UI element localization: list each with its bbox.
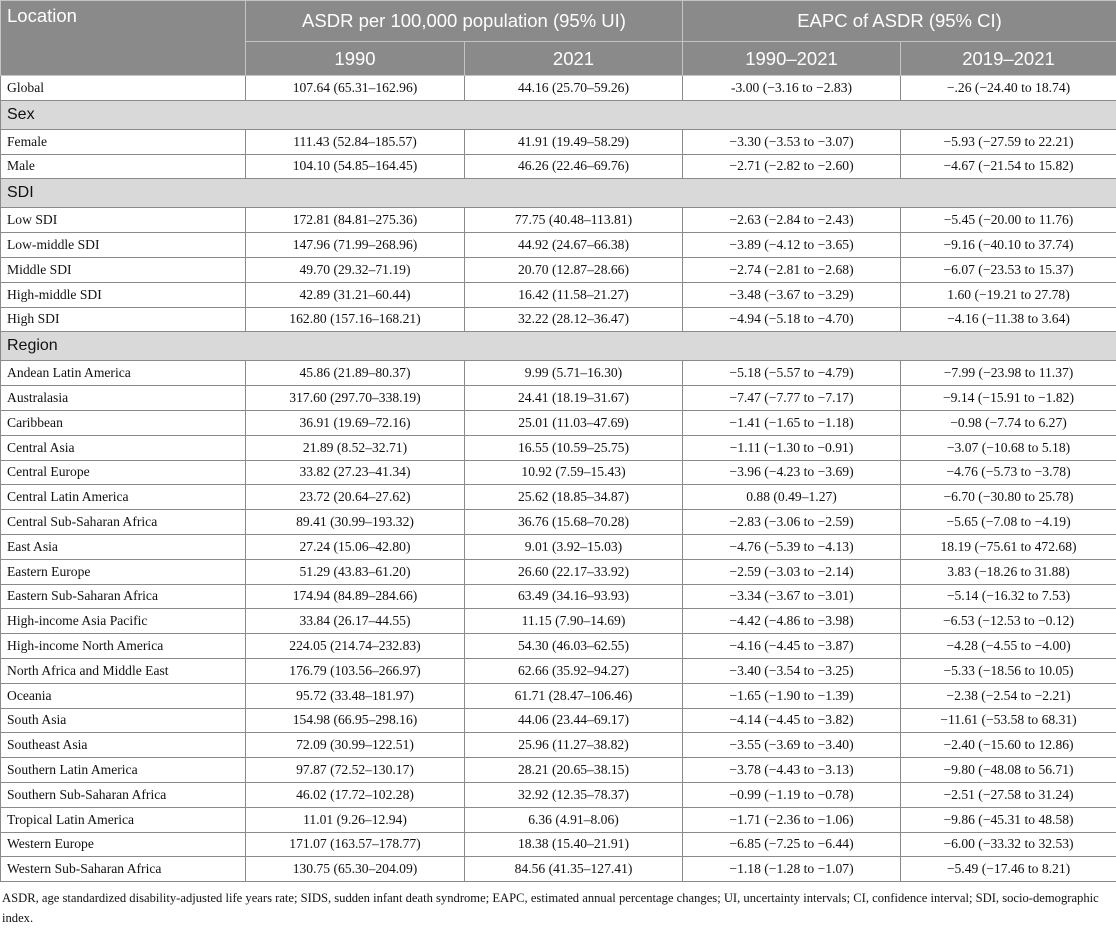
value-cell: 154.98 (66.95–298.16) [246, 708, 465, 733]
location-cell: Eastern Europe [1, 559, 246, 584]
value-cell: −6.85 (−7.25 to −6.44) [683, 832, 901, 857]
value-cell: −9.14 (−15.91 to −1.82) [901, 386, 1116, 411]
value-cell: −9.80 (−48.08 to 56.71) [901, 758, 1116, 783]
location-cell: Global [1, 76, 246, 101]
value-cell: −2.51 (−27.58 to 31.24) [901, 782, 1116, 807]
value-cell: −1.65 (−1.90 to −1.39) [683, 683, 901, 708]
value-cell: −5.14 (−16.32 to 7.53) [901, 584, 1116, 609]
location-cell: Female [1, 129, 246, 154]
value-cell: −3.48 (−3.67 to −3.29) [683, 282, 901, 307]
location-cell: North Africa and Middle East [1, 658, 246, 683]
section-title: SDI [1, 179, 1116, 208]
value-cell: 95.72 (33.48–181.97) [246, 683, 465, 708]
value-cell: −4.14 (−4.45 to −3.82) [683, 708, 901, 733]
table-row [1, 683, 1116, 708]
table-row [1, 584, 1116, 609]
value-cell: 28.21 (20.65–38.15) [465, 758, 683, 783]
value-cell: 27.24 (15.06–42.80) [246, 534, 465, 559]
location-cell: Western Europe [1, 832, 246, 857]
table-row [1, 282, 1116, 307]
table-row [1, 410, 1116, 435]
value-cell: 18.19 (−75.61 to 472.68) [901, 534, 1116, 559]
value-cell: −1.41 (−1.65 to −1.18) [683, 410, 901, 435]
value-cell: 104.10 (54.85–164.45) [246, 154, 465, 179]
value-cell: 44.06 (23.44–69.17) [465, 708, 683, 733]
value-cell: 25.01 (11.03–47.69) [465, 410, 683, 435]
value-cell: −1.71 (−2.36 to −1.06) [683, 807, 901, 832]
value-cell: −1.18 (−1.28 to −1.07) [683, 857, 901, 882]
table-row [1, 154, 1116, 179]
location-cell: High-middle SDI [1, 282, 246, 307]
location-cell: Male [1, 154, 246, 179]
value-cell: 24.41 (18.19–31.67) [465, 386, 683, 411]
header-location: Location [1, 1, 246, 76]
value-cell: 224.05 (214.74–232.83) [246, 634, 465, 659]
table-footnote: ASDR, age standardized disability-adjusted life years rate; SIDS, sudden infant death syndrome; EAPC, estimated annual percentage changes; UI, uncertainty intervals; CI, confidence interval; SDI, socio-demographic index. [2, 891, 1099, 926]
value-cell: −3.89 (−4.12 to −3.65) [683, 233, 901, 258]
value-cell: 317.60 (297.70–338.19) [246, 386, 465, 411]
value-cell: 111.43 (52.84–185.57) [246, 129, 465, 154]
value-cell: 9.01 (3.92–15.03) [465, 534, 683, 559]
value-cell: 171.07 (163.57–178.77) [246, 832, 465, 857]
table-row [1, 534, 1116, 559]
value-cell: −4.76 (−5.73 to −3.78) [901, 460, 1116, 485]
value-cell: 3.83 (−18.26 to 31.88) [901, 559, 1116, 584]
table-row [1, 758, 1116, 783]
value-cell: -3.00 (−3.16 to −2.83) [683, 76, 901, 101]
value-cell: 20.70 (12.87–28.66) [465, 257, 683, 282]
section-row [1, 100, 1116, 129]
value-cell: 33.82 (27.23–41.34) [246, 460, 465, 485]
value-cell: 162.80 (157.16–168.21) [246, 307, 465, 332]
value-cell: −4.94 (−5.18 to −4.70) [683, 307, 901, 332]
value-cell: 16.42 (11.58–21.27) [465, 282, 683, 307]
location-cell: High-income North America [1, 634, 246, 659]
value-cell: 46.02 (17.72–102.28) [246, 782, 465, 807]
value-cell: −5.93 (−27.59 to 22.21) [901, 129, 1116, 154]
table-row [1, 510, 1116, 535]
table-row [1, 857, 1116, 882]
value-cell: −3.34 (−3.67 to −3.01) [683, 584, 901, 609]
table-row [1, 485, 1116, 510]
value-cell: 44.92 (24.67–66.38) [465, 233, 683, 258]
value-cell: −5.65 (−7.08 to −4.19) [901, 510, 1116, 535]
value-cell: 32.92 (12.35–78.37) [465, 782, 683, 807]
table-row [1, 634, 1116, 659]
header-eapc: EAPC of ASDR (95% CI) [683, 1, 1116, 42]
location-cell: Low-middle SDI [1, 233, 246, 258]
value-cell: 11.15 (7.90–14.69) [465, 609, 683, 634]
value-cell: −2.83 (−3.06 to −2.59) [683, 510, 901, 535]
value-cell: −4.28 (−4.55 to −4.00) [901, 634, 1116, 659]
table-row [1, 257, 1116, 282]
table-body [1, 76, 1116, 882]
section-row [1, 332, 1116, 361]
value-cell: 54.30 (46.03–62.55) [465, 634, 683, 659]
value-cell: 16.55 (10.59–25.75) [465, 435, 683, 460]
value-cell: 10.92 (7.59–15.43) [465, 460, 683, 485]
value-cell: −3.55 (−3.69 to −3.40) [683, 733, 901, 758]
value-cell: −2.38 (−2.54 to −2.21) [901, 683, 1116, 708]
header-1990: 1990 [246, 42, 465, 76]
value-cell: 25.62 (18.85–34.87) [465, 485, 683, 510]
location-cell: Eastern Sub-Saharan Africa [1, 584, 246, 609]
value-cell: 44.16 (25.70–59.26) [465, 76, 683, 101]
value-cell: −5.33 (−18.56 to 10.05) [901, 658, 1116, 683]
table-row [1, 609, 1116, 634]
location-cell: Andean Latin America [1, 361, 246, 386]
table-row [1, 460, 1116, 485]
location-cell: High-income Asia Pacific [1, 609, 246, 634]
location-cell: Southern Latin America [1, 758, 246, 783]
value-cell: −9.86 (−45.31 to 48.58) [901, 807, 1116, 832]
value-cell: −5.18 (−5.57 to −4.79) [683, 361, 901, 386]
value-cell: −6.00 (−33.32 to 32.53) [901, 832, 1116, 857]
value-cell: −4.67 (−21.54 to 15.82) [901, 154, 1116, 179]
value-cell: 63.49 (34.16–93.93) [465, 584, 683, 609]
location-cell: Central Sub-Saharan Africa [1, 510, 246, 535]
location-cell: Central Latin America [1, 485, 246, 510]
table-row [1, 386, 1116, 411]
location-cell: Low SDI [1, 208, 246, 233]
value-cell: 41.91 (19.49–58.29) [465, 129, 683, 154]
location-cell: East Asia [1, 534, 246, 559]
value-cell: −3.96 (−4.23 to −3.69) [683, 460, 901, 485]
header-asdr: ASDR per 100,000 population (95% UI) [246, 1, 683, 42]
location-cell: Southeast Asia [1, 733, 246, 758]
value-cell: −3.30 (−3.53 to −3.07) [683, 129, 901, 154]
value-cell: −5.45 (−20.00 to 11.76) [901, 208, 1116, 233]
value-cell: −4.42 (−4.86 to −3.98) [683, 609, 901, 634]
location-cell: Caribbean [1, 410, 246, 435]
section-row [1, 179, 1116, 208]
location-cell: Tropical Latin America [1, 807, 246, 832]
value-cell: −6.53 (−12.53 to −0.12) [901, 609, 1116, 634]
location-cell: Southern Sub-Saharan Africa [1, 782, 246, 807]
table-row [1, 129, 1116, 154]
section-title: Region [1, 332, 1116, 361]
location-cell: South Asia [1, 708, 246, 733]
value-cell: 62.66 (35.92–94.27) [465, 658, 683, 683]
value-cell: −4.76 (−5.39 to −4.13) [683, 534, 901, 559]
value-cell: 174.94 (84.89–284.66) [246, 584, 465, 609]
value-cell: 51.29 (43.83–61.20) [246, 559, 465, 584]
value-cell: 77.75 (40.48–113.81) [465, 208, 683, 233]
value-cell: −3.40 (−3.54 to −3.25) [683, 658, 901, 683]
value-cell: −6.07 (−23.53 to 15.37) [901, 257, 1116, 282]
value-cell: −0.99 (−1.19 to −0.78) [683, 782, 901, 807]
location-cell: Oceania [1, 683, 246, 708]
location-cell: Australasia [1, 386, 246, 411]
value-cell: 84.56 (41.35–127.41) [465, 857, 683, 882]
table-header [1, 1, 1116, 76]
value-cell: −2.63 (−2.84 to −2.43) [683, 208, 901, 233]
value-cell: 176.79 (103.56–266.97) [246, 658, 465, 683]
value-cell: 107.64 (65.31–162.96) [246, 76, 465, 101]
value-cell: 147.96 (71.99–268.96) [246, 233, 465, 258]
value-cell: 26.60 (22.17–33.92) [465, 559, 683, 584]
value-cell: −6.70 (−30.80 to 25.78) [901, 485, 1116, 510]
table-row [1, 782, 1116, 807]
location-cell: Central Europe [1, 460, 246, 485]
value-cell: 0.88 (0.49–1.27) [683, 485, 901, 510]
value-cell: 6.36 (4.91–8.06) [465, 807, 683, 832]
value-cell: −5.49 (−17.46 to 8.21) [901, 857, 1116, 882]
value-cell: 72.09 (30.99–122.51) [246, 733, 465, 758]
table-row [1, 233, 1116, 258]
value-cell: 23.72 (20.64–27.62) [246, 485, 465, 510]
value-cell: 49.70 (29.32–71.19) [246, 257, 465, 282]
value-cell: −0.98 (−7.74 to 6.27) [901, 410, 1116, 435]
table-row [1, 76, 1116, 101]
value-cell: −7.47 (−7.77 to −7.17) [683, 386, 901, 411]
header-2021: 2021 [465, 42, 683, 76]
value-cell: 172.81 (84.81–275.36) [246, 208, 465, 233]
value-cell: −4.16 (−4.45 to −3.87) [683, 634, 901, 659]
value-cell: −11.61 (−53.58 to 68.31) [901, 708, 1116, 733]
value-cell: −3.78 (−4.43 to −3.13) [683, 758, 901, 783]
value-cell: 130.75 (65.30–204.09) [246, 857, 465, 882]
value-cell: −7.99 (−23.98 to 11.37) [901, 361, 1116, 386]
value-cell: 33.84 (26.17–44.55) [246, 609, 465, 634]
value-cell: −2.71 (−2.82 to −2.60) [683, 154, 901, 179]
value-cell: 25.96 (11.27–38.82) [465, 733, 683, 758]
table-row [1, 658, 1116, 683]
value-cell: 36.91 (19.69–72.16) [246, 410, 465, 435]
value-cell: −1.11 (−1.30 to −0.91) [683, 435, 901, 460]
header-period-1990-2021: 1990–2021 [683, 42, 901, 76]
table-row [1, 559, 1116, 584]
table-row [1, 733, 1116, 758]
location-cell: Western Sub-Saharan Africa [1, 857, 246, 882]
value-cell: 97.87 (72.52–130.17) [246, 758, 465, 783]
location-cell: Middle SDI [1, 257, 246, 282]
table-row [1, 807, 1116, 832]
table-row [1, 307, 1116, 332]
value-cell: −.26 (−24.40 to 18.74) [901, 76, 1116, 101]
value-cell: 11.01 (9.26–12.94) [246, 807, 465, 832]
location-cell: High SDI [1, 307, 246, 332]
value-cell: 46.26 (22.46–69.76) [465, 154, 683, 179]
table-row [1, 708, 1116, 733]
value-cell: 45.86 (21.89–80.37) [246, 361, 465, 386]
value-cell: −3.07 (−10.68 to 5.18) [901, 435, 1116, 460]
value-cell: 61.71 (28.47–106.46) [465, 683, 683, 708]
table-row [1, 208, 1116, 233]
value-cell: 36.76 (15.68–70.28) [465, 510, 683, 535]
value-cell: 18.38 (15.40–21.91) [465, 832, 683, 857]
table-row [1, 435, 1116, 460]
value-cell: −9.16 (−40.10 to 37.74) [901, 233, 1116, 258]
value-cell: −2.59 (−3.03 to −2.14) [683, 559, 901, 584]
value-cell: −4.16 (−11.38 to 3.64) [901, 307, 1116, 332]
value-cell: 21.89 (8.52–32.71) [246, 435, 465, 460]
value-cell: −2.40 (−15.60 to 12.86) [901, 733, 1116, 758]
section-title: Sex [1, 100, 1116, 129]
table-row [1, 361, 1116, 386]
header-period-2019-2021: 2019–2021 [901, 42, 1116, 76]
value-cell: 9.99 (5.71–16.30) [465, 361, 683, 386]
table-row [1, 832, 1116, 857]
value-cell: −2.74 (−2.81 to −2.68) [683, 257, 901, 282]
value-cell: 32.22 (28.12–36.47) [465, 307, 683, 332]
location-cell: Central Asia [1, 435, 246, 460]
value-cell: 42.89 (31.21–60.44) [246, 282, 465, 307]
value-cell: 1.60 (−19.21 to 27.78) [901, 282, 1116, 307]
value-cell: 89.41 (30.99–193.32) [246, 510, 465, 535]
